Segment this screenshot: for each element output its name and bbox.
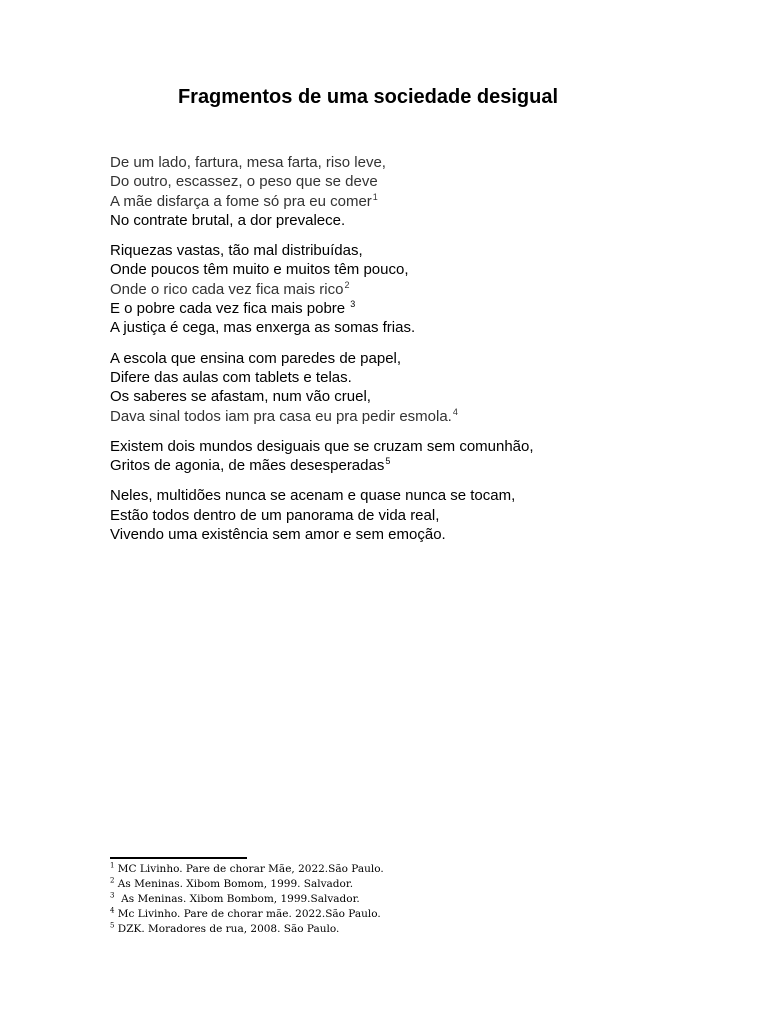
poem (110, 153, 730, 555)
poem-line: No contrate brutal, a dor prevalece. (110, 211, 346, 229)
stanza (110, 437, 730, 476)
poem-line: E o pobre cada vez fica mais pobre $^3$ (110, 299, 356, 318)
footnote-ref: 5 (385, 456, 391, 467)
footnote-number: 5 (110, 921, 115, 930)
poem-line: Vivendo uma existência sem amor e sem emoção. (110, 526, 446, 544)
poem-line: Estão todos dentro de um panorama de vida real, (110, 506, 440, 524)
poem-line: Onde o rico cada vez fica mais rico$^2$ (110, 279, 350, 298)
footnote-ref: 3 (350, 299, 356, 310)
poem-line: A justiça é cega, mas enxerga as somas frias. (110, 319, 416, 337)
poem-line: A mãe disfarça a fome só pra eu comer$^1$ (110, 191, 378, 210)
footnote-separator (110, 857, 247, 859)
footnote: $^2$ As Meninas. Xibom Bomom, 1999. Salvador. (110, 876, 354, 890)
poem-line: A escola que ensina com paredes de papel, (110, 349, 402, 367)
footnote-ref: 2 (344, 279, 350, 290)
footnote: $^5$ DZK. Moradores de rua, 2008. São Paulo. (110, 921, 340, 935)
poem-line: Existem dois mundos desiguais que se cruzam sem comunhão, (110, 437, 534, 455)
document-title: Fragmentos de uma sociedade desigual (177, 86, 559, 108)
stanza (110, 349, 730, 426)
footnote: $^1$ MC Livinho. Pare de chorar Mãe, 2022.São Paulo. (110, 861, 384, 875)
footnotes (110, 862, 710, 937)
footnote-ref: 4 (452, 406, 458, 417)
stanza (110, 486, 730, 544)
stanza (110, 153, 730, 230)
poem-line: Os saberes se afastam, num vão cruel, (110, 388, 371, 406)
poem-line: Neles, multidões nunca se acenam e quase nunca se tocam, (110, 487, 516, 505)
footnote-number: 2 (110, 876, 115, 885)
poem-line: Difere das aulas com tablets e telas. (110, 368, 352, 386)
poem-line: Dava sinal todos iam pra casa eu pra pedir esmola.$^4$ (110, 406, 458, 425)
footnote: $^3$ As Meninas. Xibom Bombom, 1999.Salvador. (110, 891, 360, 905)
footnote-number: 4 (110, 906, 115, 915)
stanza (110, 241, 730, 337)
poem-line: Onde poucos têm muito e muitos têm pouco, (110, 261, 409, 279)
footnote: $^4$ Mc Livinho. Pare de chorar mãe. 2022.São Paulo. (110, 906, 381, 920)
footnote-ref: 1 (372, 191, 378, 202)
poem-line: Do outro, escassez, o peso que se deve (110, 173, 378, 191)
footnote-number: 3 (110, 891, 115, 900)
footnote-number: 1 (110, 861, 115, 870)
poem-line: Riquezas vastas, tão mal distribuídas, (110, 242, 363, 260)
poem-line: De um lado, fartura, mesa farta, riso leve, (110, 154, 386, 171)
poem-line: Gritos de agonia, de mães desesperadas$^5$ (110, 456, 391, 475)
